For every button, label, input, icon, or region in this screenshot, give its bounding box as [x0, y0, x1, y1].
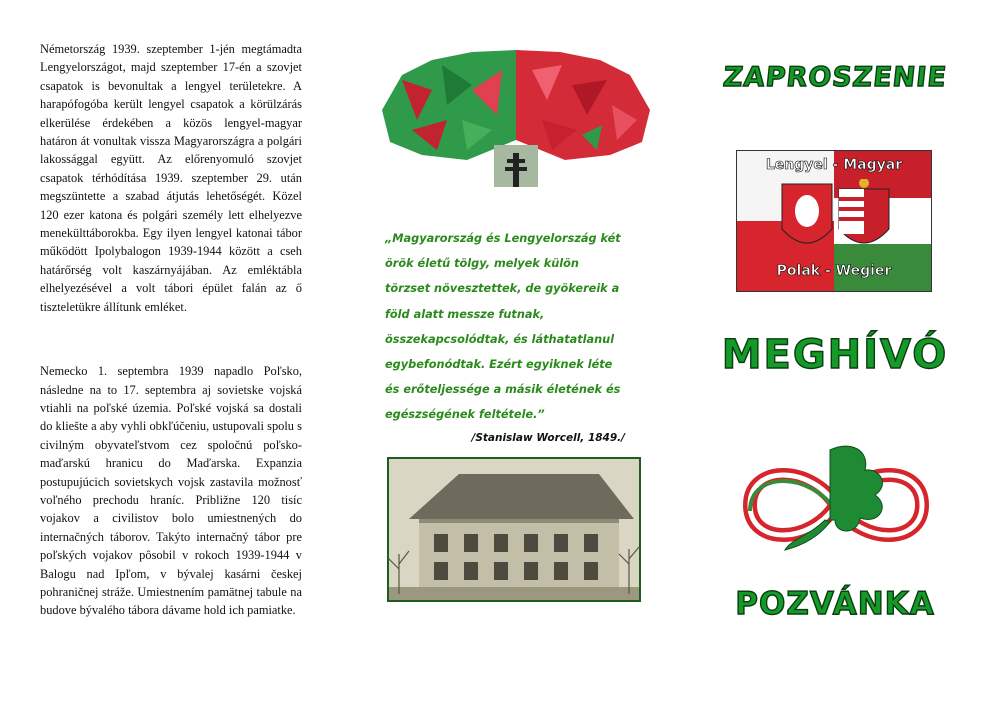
title-hungarian: MEGHÍVÓ — [721, 332, 949, 378]
flag-label-bottom: Polak - Wegier — [776, 263, 892, 279]
polish-hungarian-flag-banner — [736, 150, 932, 292]
flag-label-top: Lengyel - Magyar — [765, 157, 903, 173]
building-image — [389, 459, 639, 600]
left-text-column — [40, 40, 302, 620]
title-polish: ZAPROSZENIE — [721, 62, 949, 93]
oak-leaf-ribbon-emblem — [730, 440, 942, 570]
title-slovak: POZVÁNKA — [735, 586, 935, 622]
quote-author: /Stanislaw Worcell, 1849./ — [471, 431, 625, 444]
slovak-history-paragraph: Nemecko 1. septembra 1939 napadlo Poľsko, následne na to 17. septembra aj sovietske vojská vtiahli na poľské územia. Poľské vojská sa dostali do kliešte a aby vyhli obkľúčeniu, ustupovali spolu s civilným obyvateľstvom cez spoločnú poľsko-maďarskú hranicu do Maďarska. Expanzia postupujúcich sovietskych vojsk zastavila možnosť voľného prechodu hraníc. Približne 120 tisíc vojakov a civilistov bolo umiestnených do internačných táborov. Takýto internačný tábor pre poľských vojakov pôsobil v rokoch 1939-1944 v Balogu nad Ipľom, v bývalej kasárni českej pohraničnej stráže. Umiestnením pamätnej tabule na budove bývalého tábora dávame hold ich pamiatke. — [40, 364, 302, 618]
hungarian-history-paragraph: Németország 1939. szeptember 1-jén megtámadta Lengyelországot, majd szeptember 17-én a szovjet csapatok is bevonultak a lengyel területekre. A harapófogóba került lengyel csapatok a körülzárás elkerülése érdekében a közös lengyel-magyar határon át vonultak vissza Magyarországra a polgári lakossággal együtt. Az előrenyomuló szovjet csapatok térhódítása 1939. szeptember 29. után megszüntette a szabad átjutás lehetőségét. Közel 120 ezer katona és polgári személy lett elhelyezve menekülttáborokba. Egy ilyen lengyel katonai tábor működött Ipolybalogon 1939-1944 között a cseh határőrség volt kaszárnyájában. Az emléktábla elhelyezésével a volt tábori épület falán az ő tiszteletükre állítunk emléket. — [40, 42, 302, 314]
polish-hungarian-tree-illustration — [372, 50, 660, 190]
quote-text: „Magyarország és Lengyelország két örök életű tölgy, melyek külön törzset növesztettek, de gyökereik a föld alatt messze futnak, összekapcsolódtak, és láthatatlanul egybefonódtak. Ezért egyiknek léte és erőteljessége a másik életének és egészségének feltétele.” — [385, 232, 621, 422]
coat-of-arms-icon — [777, 179, 897, 259]
tree-crown — [382, 50, 650, 160]
worcell-quote — [385, 226, 625, 451]
camp-building-photo — [387, 457, 641, 602]
